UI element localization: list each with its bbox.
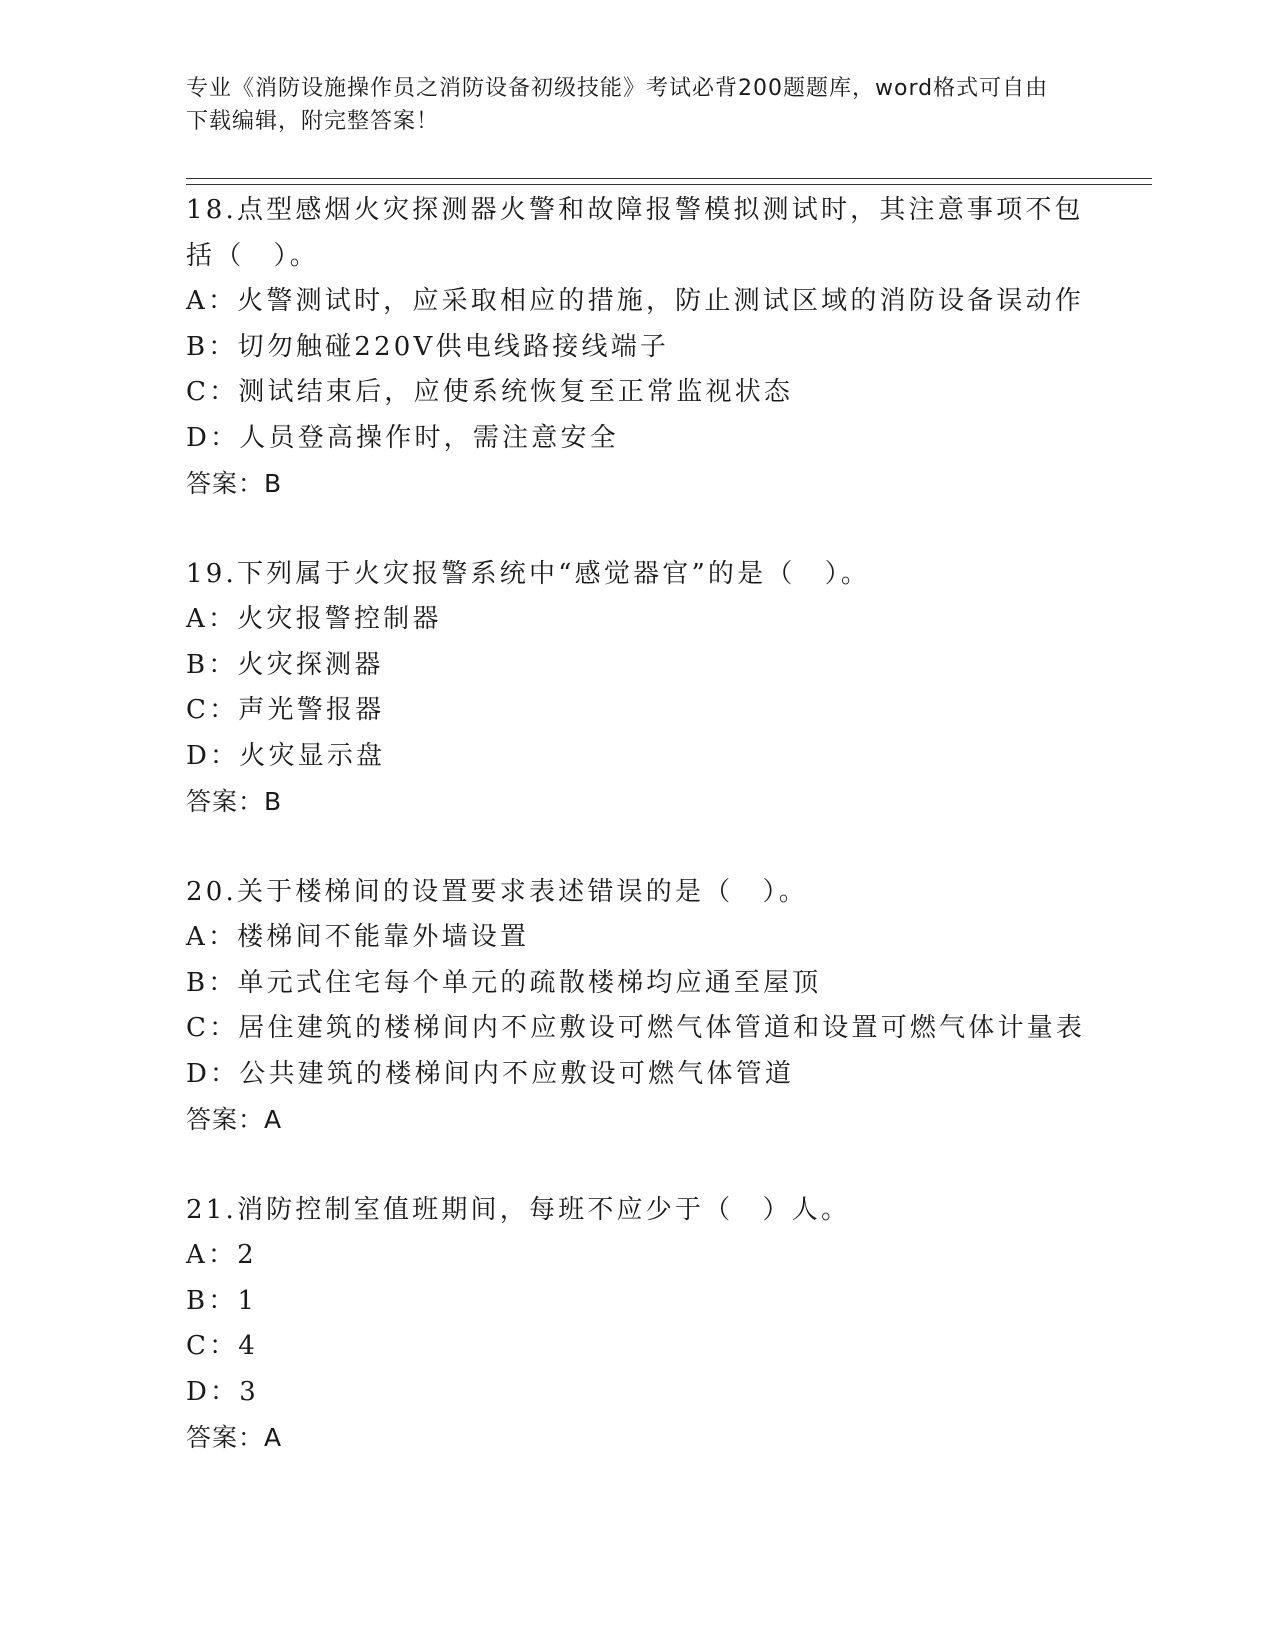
option-d: D：人员登高操作时，需注意安全: [186, 422, 619, 453]
question-text: 20.关于楼梯间的设置要求表述错误的是（ ）。: [186, 876, 808, 907]
option-a: A：火警测试时，应采取相应的措施，防止测试区域的消防设备误动作: [186, 286, 1084, 316]
option-d: D：火灾显示盘: [186, 740, 386, 771]
option-c: C：4: [186, 1331, 259, 1361]
header-divider-bottom: [186, 184, 1152, 185]
option-c: C：居住建筑的楼梯间内不应敷设可燃气体管道和设置可燃气体计量表: [186, 1013, 1086, 1043]
question-20: [186, 870, 1086, 1143]
question-18: [186, 188, 1086, 507]
question-text: 18.点型感烟火灾探测器火警和故障报警模拟测试时，其注意事项不包: [186, 195, 1084, 225]
option-a: A：火灾报警控制器: [186, 604, 442, 634]
answer: 答案：B: [186, 469, 283, 498]
option-b: B：单元式住宅每个单元的疏散楼梯均应通至屋顶: [186, 967, 822, 998]
question-text: 19.下列属于火灾报警系统中“感觉器官”的是（ ）。: [186, 558, 871, 589]
option-c: C：声光警报器: [186, 695, 385, 725]
question-list: [186, 188, 1086, 1506]
option-d: D：3: [186, 1376, 259, 1407]
option-b: B：1: [186, 1285, 258, 1316]
answer: 答案：A: [186, 1423, 283, 1452]
option-b: B：切勿触碰220V供电线路接线端子: [186, 331, 670, 362]
option-a: A：2: [186, 1240, 257, 1270]
option-c: C：测试结束后，应使系统恢复至正常监视状态: [186, 377, 794, 407]
question-text-continued: 括（ ）。: [186, 240, 320, 271]
answer: 答案：B: [186, 787, 283, 816]
question-19: [186, 552, 1086, 825]
option-a: A：楼梯间不能靠外墙设置: [186, 922, 530, 952]
question-text: 21.消防控制室值班期间，每班不应少于（ ）人。: [186, 1194, 851, 1225]
answer: 答案：A: [186, 1105, 283, 1134]
option-b: B：火灾探测器: [186, 649, 384, 680]
header-divider-top: [186, 178, 1152, 179]
question-21: [186, 1188, 1086, 1461]
document-header: 专业《消防设施操作员之消防设备初级技能》考试必背200题题库，word格式可自由下载编辑，附完整答案！: [186, 76, 1049, 134]
option-d: D：公共建筑的楼梯间内不应敷设可燃气体管道: [186, 1058, 795, 1089]
